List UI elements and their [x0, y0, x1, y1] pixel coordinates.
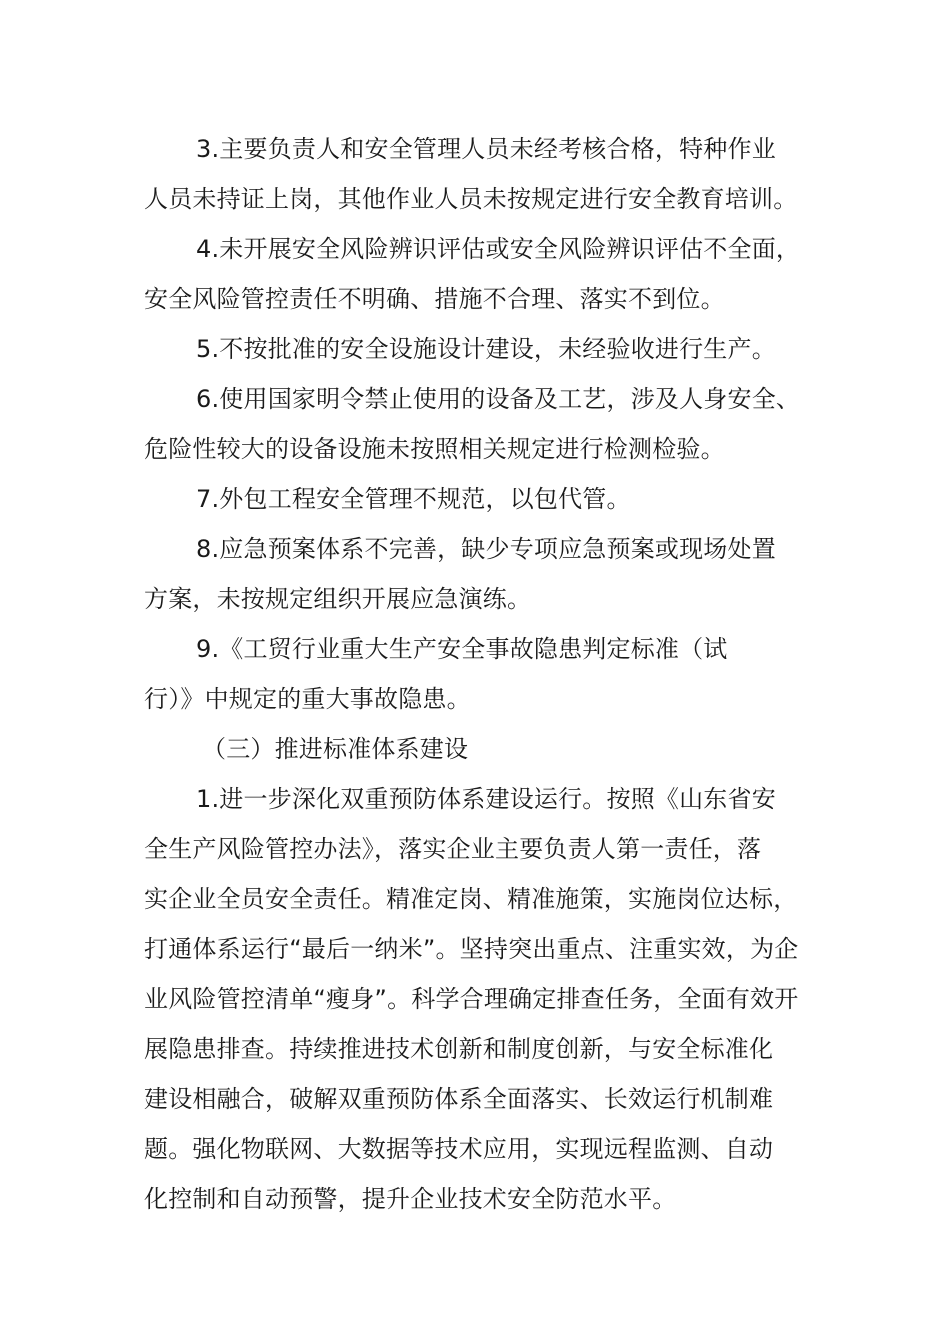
paragraph-sub-1-line-2: 全生产风险管控办法》，落实企业主要负责人第一责任，落	[144, 835, 762, 863]
paragraph-sub-1-line-7: 建设相融合，破解双重预防体系全面落实、长效运行机制难	[144, 1085, 774, 1113]
paragraph-item-9-line-2: 行）》中规定的重大事故隐患。	[144, 685, 471, 713]
paragraph-sub-1-line-6: 展隐患排查。持续推进技术创新和制度创新，与安全标准化	[144, 1035, 774, 1063]
paragraph-item-3-line-2: 人员未持证上岗，其他作业人员未按规定进行安全教育培训。	[144, 185, 798, 213]
paragraph-item-5-line-1: 5.不按批准的安全设施设计建设，未经验收进行生产。	[196, 335, 776, 363]
document-body	[144, 124, 809, 1224]
paragraph-item-4-line-1: 4.未开展安全风险辨识评估或安全风险辨识评估不全面，	[196, 235, 801, 263]
section-heading: （三）推进标准体系建设	[202, 735, 469, 763]
paragraph-sub-1-line-3: 实企业全员安全责任。精准定岗、精准施策，实施岗位达标，	[144, 885, 798, 913]
paragraph-sub-1-line-9: 化控制和自动预警，提升企业技术安全防范水平。	[144, 1185, 677, 1213]
paragraph-item-4-line-2: 安全风险管控责任不明确、措施不合理、落实不到位。	[144, 285, 725, 313]
paragraph-sub-1-line-4: 打通体系运行“最后一纳米”。坚持突出重点、注重实效，为企	[144, 935, 799, 963]
paragraph-item-6-line-2: 危险性较大的设备设施未按照相关规定进行检测检验。	[144, 435, 725, 463]
paragraph-item-3-line-1: 3.主要负责人和安全管理人员未经考核合格，特种作业	[196, 135, 776, 163]
paragraph-item-9-line-1: 9.《工贸行业重大生产安全事故隐患判定标准（试	[196, 635, 728, 663]
paragraph-item-8-line-2: 方案，未按规定组织开展应急演练。	[144, 585, 532, 613]
paragraph-item-6-line-1: 6.使用国家明令禁止使用的设备及工艺，涉及人身安全、	[196, 385, 801, 413]
paragraph-item-8-line-1: 8.应急预案体系不完善，缺少专项应急预案或现场处置	[196, 535, 776, 563]
paragraph-sub-1-line-5: 业风险管控清单“瘦身”。科学合理确定排查任务，全面有效开	[144, 985, 799, 1013]
paragraph-sub-1-line-8: 题。强化物联网、大数据等技术应用，实现远程监测、自动	[144, 1135, 774, 1163]
paragraph-sub-1-line-1: 1.进一步深化双重预防体系建设运行。按照《山东省安	[196, 785, 776, 813]
paragraph-item-7-line-1: 7.外包工程安全管理不规范，以包代管。	[196, 485, 631, 513]
